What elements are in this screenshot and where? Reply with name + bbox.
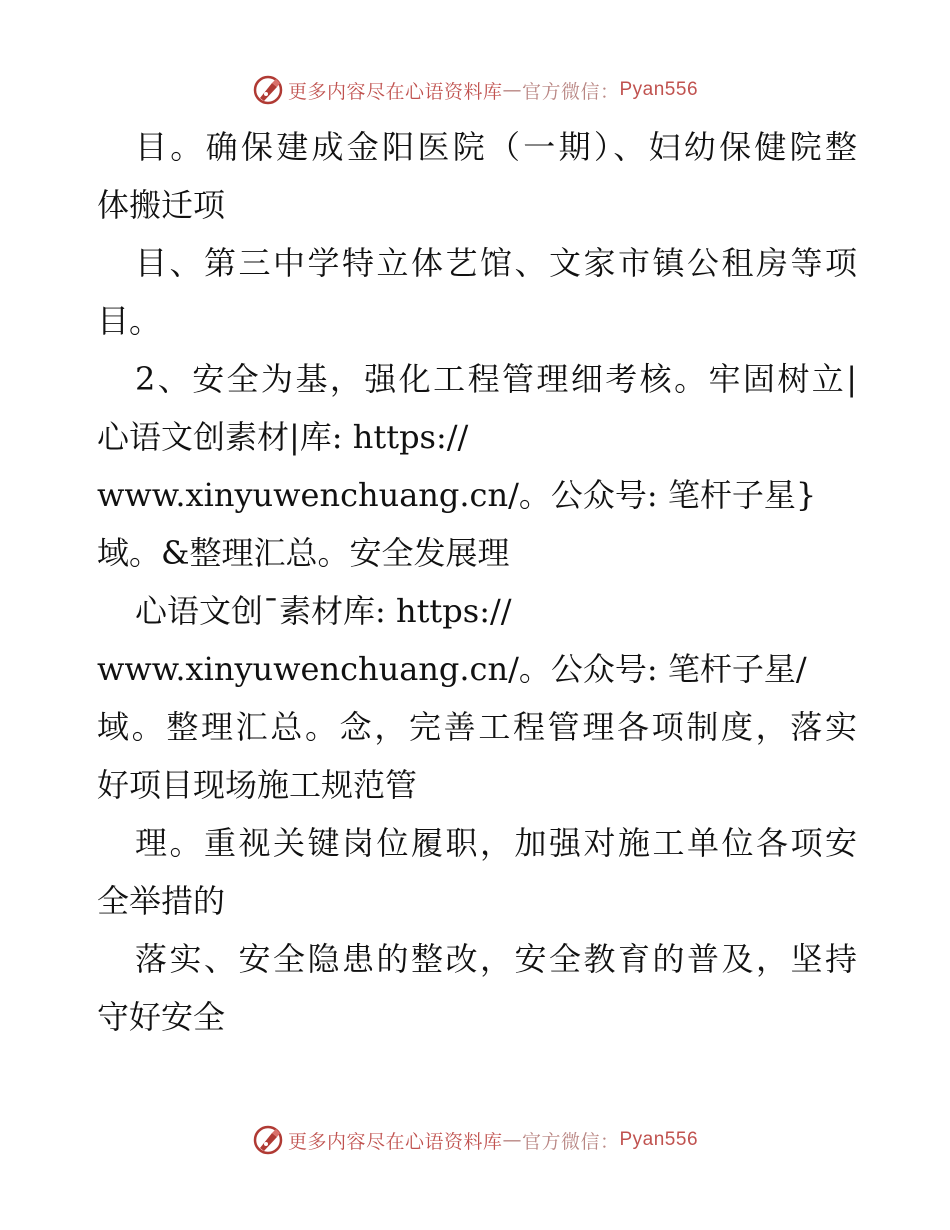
body-line: 好项目现场施工规范管 bbox=[97, 766, 418, 804]
banner-wechat-id: Pyan556 bbox=[619, 79, 699, 100]
body-line: www.xinyuwenchuang.cn/。公众号: 笔杆子星/ bbox=[97, 650, 807, 688]
body-line: 域。&整理汇总。安全发展理 bbox=[97, 534, 510, 572]
banner-wechat-label: 官方微信： bbox=[521, 1130, 620, 1153]
body-line: 守好安全 bbox=[97, 998, 226, 1036]
body-line: 目。确保建成金阳医院（一期）、妇幼保健院整 bbox=[135, 128, 857, 166]
body-line: 心语文创¯素材库: https:// bbox=[135, 592, 512, 630]
body-line: 落实、安全隐患的整改，安全教育的普及，坚持 bbox=[135, 940, 857, 978]
banner-prefix: 更多内容尽在心语资料库 bbox=[287, 1130, 503, 1153]
banner-wechat-id: Pyan556 bbox=[619, 1129, 699, 1150]
body-line: 理。重视关键岗位履职，加强对施工单位各项安 bbox=[135, 824, 857, 862]
banner-dash: — bbox=[502, 1129, 522, 1151]
body-line: 2、安全为基，强化工程管理细考核。牢固树立| bbox=[135, 360, 857, 398]
document-body bbox=[97, 118, 857, 1046]
body-line: 目。 bbox=[97, 302, 162, 340]
body-line: www.xinyuwenchuang.cn/。公众号: 笔杆子星} bbox=[97, 476, 817, 514]
header-banner bbox=[0, 74, 950, 106]
banner-wechat-label: 官方微信： bbox=[521, 80, 620, 103]
banner-dash: — bbox=[502, 79, 522, 101]
footer-banner bbox=[0, 1124, 950, 1156]
body-line: 域。整理汇总。念，完善工程管理各项制度，落实 bbox=[97, 708, 857, 746]
pen-nib-logo-icon bbox=[252, 1124, 284, 1156]
pen-nib-logo-icon bbox=[252, 74, 284, 106]
body-line: 全举措的 bbox=[97, 882, 226, 920]
body-line: 体搬迁项 bbox=[97, 186, 226, 224]
body-line: 目、第三中学特立体艺馆、文家市镇公租房等项 bbox=[135, 244, 857, 282]
body-line: 心语文创素材|库: https:// bbox=[97, 418, 469, 456]
banner-prefix: 更多内容尽在心语资料库 bbox=[287, 80, 503, 103]
